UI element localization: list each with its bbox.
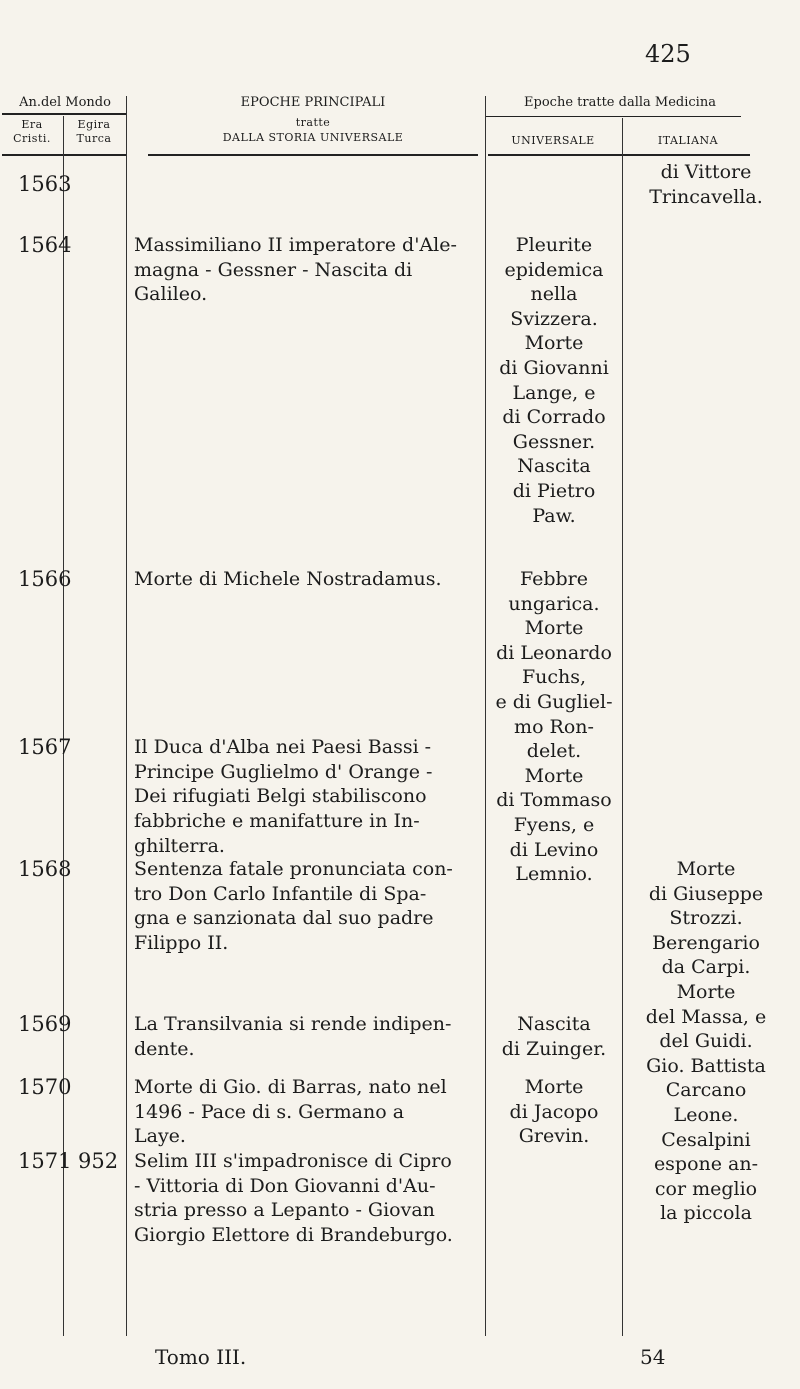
event-1570-line: Laye. xyxy=(134,1125,186,1148)
header-rule-left xyxy=(2,113,126,115)
universale-line: Paw. xyxy=(532,504,576,527)
universale-line: Morte xyxy=(524,1076,584,1098)
universale-line: Svizzera. xyxy=(510,307,598,330)
universale-line: mo Ron- xyxy=(514,715,594,738)
event-1566-line: Morte di Michele Nostradamus. xyxy=(134,568,442,590)
universale-line: di Pietro xyxy=(512,479,596,502)
event-1567-line: ghilterra. xyxy=(134,834,225,857)
event-1570-line: Morte di Gio. di Barras, nato nel xyxy=(134,1076,447,1098)
italiana-line: Morte xyxy=(676,980,736,1003)
italiana-line: da Carpi. xyxy=(661,956,751,979)
universale-line: di Levino xyxy=(509,838,599,861)
egira-952: 952 xyxy=(78,1149,119,1173)
universale-line: di Jacopo xyxy=(509,1100,599,1123)
italiana-line: Leone. xyxy=(673,1103,739,1126)
universale-line: delet. xyxy=(526,740,582,763)
italiana-1563 xyxy=(624,160,788,209)
column-rule-egira xyxy=(126,96,127,1336)
universale-line: Pleurite xyxy=(515,234,593,256)
column-rule-universale xyxy=(622,118,623,1336)
header-medicina: Epoche tratte dalla Medicina xyxy=(524,95,716,110)
italiana-line: del Guidi. xyxy=(659,1030,753,1053)
header-italiana: ITALIANA xyxy=(657,134,719,147)
event-1567-line: Dei rifugiati Belgi stabiliscono xyxy=(134,785,427,808)
header-egira-1: Egira xyxy=(77,118,111,131)
universale-line: epidemica xyxy=(504,258,604,281)
universale-line: di Tommaso xyxy=(496,789,612,812)
universale-line: di Corrado xyxy=(502,406,606,429)
italiana-line: Gio. Battista xyxy=(646,1054,766,1077)
year-1571: 1571 xyxy=(18,1149,72,1173)
event-1569-line: La Transilvania si rende indipen- xyxy=(134,1013,452,1035)
event-1569-line: dente. xyxy=(134,1037,195,1060)
italiana-line: Carcano xyxy=(665,1079,747,1102)
event-1568-line: Filippo II. xyxy=(134,932,229,955)
header-universale: UNIVERSALE xyxy=(511,134,595,147)
event-1570 xyxy=(134,1075,479,1149)
universale-line: Nascita xyxy=(517,1013,591,1035)
header-tratte: tratte xyxy=(295,116,331,129)
universale-line: ungarica. xyxy=(508,592,600,615)
year-1563: 1563 xyxy=(18,172,72,196)
italiana-line: di Giuseppe xyxy=(648,882,764,905)
event-1571-line: stria presso a Lepanto - Giovan xyxy=(134,1199,435,1222)
event-1568-line: tro Don Carlo Infantile di Spa- xyxy=(134,882,427,905)
universale-line: Lange, e xyxy=(512,381,596,404)
universale-line: di Giovanni xyxy=(499,356,609,379)
universale-line: Morte xyxy=(524,764,584,787)
header-rule-medicina xyxy=(486,116,741,117)
header-rule-bottom-right xyxy=(488,154,750,156)
event-1564-line: magna - Gessner - Nascita di xyxy=(134,258,413,281)
header-era-1: Era xyxy=(21,118,43,131)
italiana-line: Strozzi. xyxy=(669,907,743,930)
italiana-line: di Vittore xyxy=(660,161,752,183)
event-1568-line: gna e sanzionata dal suo padre xyxy=(134,907,434,930)
event-1567 xyxy=(134,735,479,859)
header-rule-bottom-left xyxy=(2,154,126,156)
italiana-line: Cesalpini xyxy=(661,1128,751,1151)
universale-line: Fyens, e xyxy=(513,813,595,836)
header-rule-bottom-middle xyxy=(148,154,478,156)
universale-line: Febbre xyxy=(519,568,589,590)
page-number: 425 xyxy=(645,40,691,68)
event-1571-line: Giorgio Elettore di Brandeburgo. xyxy=(134,1224,453,1247)
event-1564 xyxy=(134,233,479,307)
universale-line: e di Gugliel- xyxy=(495,690,613,713)
italiana-line: la piccola xyxy=(660,1202,752,1225)
header-era-2: Cristi. xyxy=(13,132,51,145)
italiana-line: cor meglio xyxy=(654,1177,758,1200)
year-1569: 1569 xyxy=(18,1012,72,1036)
universale-1569 xyxy=(486,1012,622,1061)
italiana-line: Trincavella. xyxy=(649,185,763,208)
italiana-line: del Massa, e xyxy=(645,1005,767,1028)
footer-signature: 54 xyxy=(640,1345,666,1369)
universale-1570 xyxy=(486,1075,622,1149)
universale-line: Grevin. xyxy=(518,1125,590,1148)
event-1567-line: fabbriche e manifatture in In- xyxy=(134,810,420,833)
year-1566: 1566 xyxy=(18,567,72,591)
header-egira-2: Turca xyxy=(76,132,112,145)
event-1570-line: 1496 - Pace di s. Germano a xyxy=(134,1100,405,1123)
universale-1564 xyxy=(486,233,622,528)
italiana-1568 xyxy=(624,857,788,1226)
universale-line: di Leonardo xyxy=(496,641,612,664)
universale-line: Morte xyxy=(524,332,584,355)
year-1570: 1570 xyxy=(18,1075,72,1099)
event-1571-line: - Vittoria di Don Giovanni d'Au- xyxy=(134,1174,436,1197)
italiana-line: Berengario xyxy=(652,931,760,954)
event-1568-line: Sentenza fatale pronunciata con- xyxy=(134,858,453,880)
year-1564: 1564 xyxy=(18,233,72,257)
universale-line: nella xyxy=(530,283,578,306)
header-an-del-mondo: An.del Mondo xyxy=(19,95,111,110)
event-1567-line: Il Duca d'Alba nei Paesi Bassi - xyxy=(134,736,432,758)
universale-line: Lemnio. xyxy=(515,863,593,886)
universale-line: Morte xyxy=(524,617,584,640)
footer-tomo: Tomo III. xyxy=(155,1345,247,1369)
italiana-line: Morte xyxy=(676,858,736,880)
event-1568 xyxy=(134,857,479,956)
event-1571 xyxy=(134,1149,479,1248)
universale-line: Fuchs, xyxy=(521,666,587,689)
universale-1566 xyxy=(486,567,622,887)
event-1569 xyxy=(134,1012,479,1061)
italiana-line: espone an- xyxy=(653,1153,759,1176)
universale-line: di Zuinger. xyxy=(501,1037,607,1060)
year-1568: 1568 xyxy=(18,857,72,881)
universale-line: Gessner. xyxy=(512,430,596,453)
event-1571-line: Selim III s'impadronisce di Cipro xyxy=(134,1150,452,1172)
event-1566 xyxy=(134,567,479,592)
header-storia-universale: DALLA STORIA UNIVERSALE xyxy=(222,131,404,144)
universale-line: Nascita xyxy=(517,455,591,478)
event-1567-line: Principe Guglielmo d' Orange - xyxy=(134,760,433,783)
year-1567: 1567 xyxy=(18,735,72,759)
header-epoche-principali: EPOCHE PRINCIPALI xyxy=(240,95,386,110)
event-1564-line: Massimiliano II imperatore d'Ale- xyxy=(134,234,457,256)
event-1564-line: Galileo. xyxy=(134,283,208,306)
